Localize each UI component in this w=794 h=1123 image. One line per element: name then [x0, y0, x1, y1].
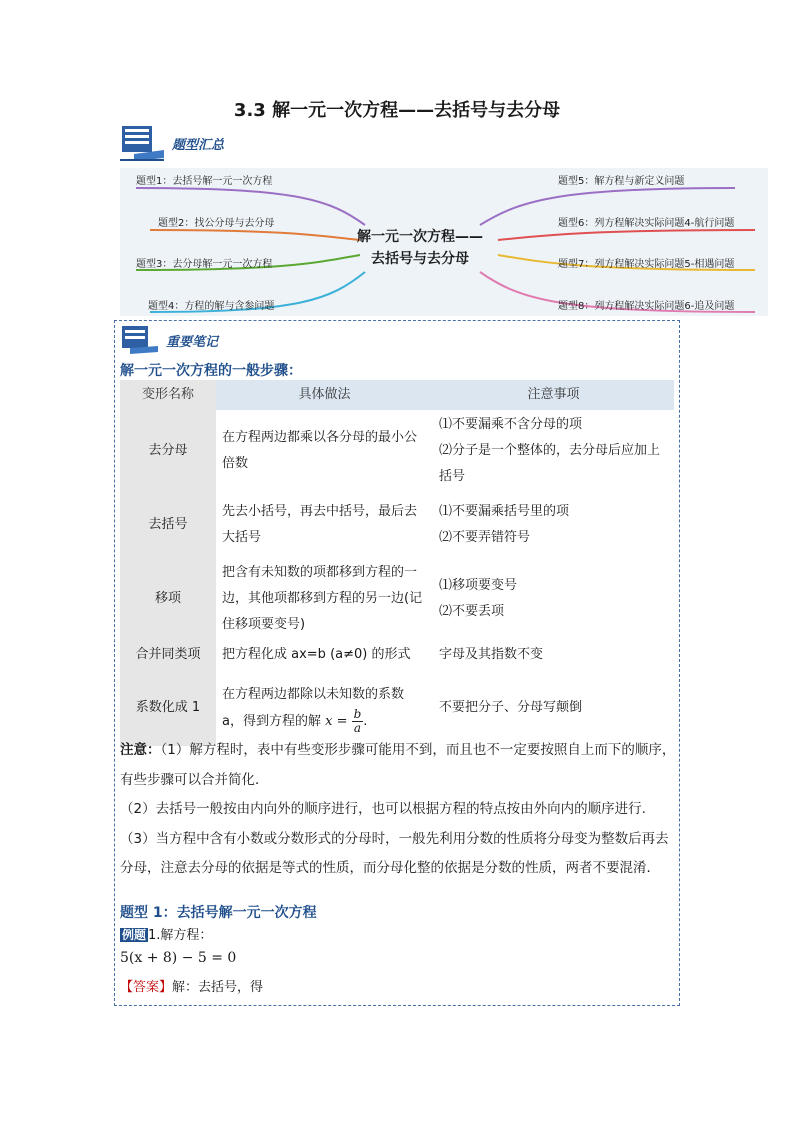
step-notes	[433, 410, 674, 492]
example	[120, 924, 212, 943]
fraction	[352, 708, 364, 735]
note-text: （1）解方程时，表中有些变形步骤可能用不到，而且也不一定要按照自上而下的顺序，有些步骤可以合并简化．	[120, 742, 676, 788]
topic-3: 题型3：去分母解一元一次方程	[136, 259, 273, 270]
answer	[120, 976, 263, 995]
example-tag: 例题	[122, 928, 147, 942]
note-item: ⑴不要漏乘不含分母的项	[439, 417, 583, 432]
step-method-text: 在方程两边都除以未知数的系数 a，得到方程的解	[222, 686, 405, 729]
steps-title: 解一元一次方程的一般步骤：	[120, 363, 302, 379]
note-label: 注意：	[120, 742, 161, 758]
mind-map-center	[340, 226, 500, 270]
step-method: 把含有未知数的项都移到方程的一边，其他项都移到方程的另一边(记住移项要变号)	[222, 565, 423, 632]
notes-label: 重要笔记	[166, 334, 219, 350]
step-method: 先去小括号，再去中括号，最后去大括号	[222, 504, 418, 545]
formula-end: .	[363, 713, 368, 729]
step-method: 把方程化成 ax=b (a≠0) 的形式	[222, 647, 411, 662]
mind-map-branches	[0, 0, 794, 330]
topic-8: 题型8：列方程解决实际问题6-追及问题	[558, 301, 735, 312]
step-notes	[433, 640, 674, 670]
step-notes	[433, 670, 674, 746]
topic-7: 题型7：列方程解决实际问题5-相遇问题	[558, 259, 735, 270]
topic-6: 题型6：列方程解决实际问题4-航行问题	[558, 218, 735, 229]
table-header-row	[120, 380, 674, 410]
table-row	[120, 640, 674, 670]
center-line-2: 去括号与去分母	[371, 251, 469, 267]
step-name: 系数化成 1	[120, 670, 216, 746]
center-line-1: 解一元一次方程——	[357, 229, 483, 245]
notebook-icon	[120, 324, 160, 356]
step-name: 去括号	[120, 492, 216, 558]
steps-table	[120, 380, 674, 746]
note-line-1	[120, 736, 676, 795]
note-line-3: （3）当方程中含有小数或分数形式的分母时，一般先利用分数的性质将分母变为整数后再去分母，注意去分母的依据是等式的性质，而分母化整的依据是分数的性质，两者不要混淆．	[120, 830, 669, 876]
note-item: 字母及其指数不变	[439, 647, 544, 662]
step-method: 在方程两边都乘以各分母的最小公倍数	[222, 430, 418, 471]
question-type-title: 题型 1：去括号解一元一次方程	[120, 905, 317, 921]
fraction-denominator: a	[353, 720, 362, 735]
note-line-2: （2）去括号一般按由内向外的顺序进行，也可以根据方程的特点按由外向内的顺序进行.	[120, 801, 646, 817]
note-item: ⑵不要丢项	[439, 604, 505, 619]
fraction-numerator: b	[353, 706, 362, 721]
step-notes	[433, 492, 674, 558]
step-name: 合并同类项	[120, 640, 216, 670]
answer-tag: 【答案】	[120, 980, 173, 995]
table-row	[120, 492, 674, 558]
equation: 5(x + 8) − 5 = 0	[120, 950, 237, 966]
header-cell: 注意事项	[433, 380, 674, 410]
example-text: 1.解方程：	[148, 928, 213, 943]
solution-formula	[325, 706, 368, 735]
step-notes	[433, 558, 674, 640]
branch-line	[150, 230, 360, 240]
table-row	[120, 410, 674, 492]
step-name: 去分母	[120, 410, 216, 492]
step-method	[216, 670, 433, 746]
note-item: ⑴移项要变号	[439, 578, 518, 593]
formula-lhs: x =	[325, 713, 348, 729]
note-item: 不要把分子、分母写颠倒	[439, 700, 583, 715]
header-cell: 具体做法	[216, 380, 433, 410]
branch-line	[498, 230, 755, 240]
answer-text: 解：去括号，得	[172, 980, 264, 995]
summary-label: 题型汇总	[172, 137, 225, 153]
header-cell: 变形名称	[120, 380, 216, 410]
step-name: 移项	[120, 558, 216, 640]
notes-header	[120, 324, 218, 356]
note-item: ⑵分子是一个整体的，去分母后应加上括号	[439, 443, 661, 484]
topic-5: 题型5：解方程与新定义问题	[558, 176, 685, 187]
page-title: 3.3 解一元一次方程——去括号与去分母	[233, 100, 561, 121]
note-item: ⑵不要弄错符号	[439, 530, 531, 545]
topic-2: 题型2：找公分母与去分母	[158, 218, 275, 229]
topic-4: 题型4：方程的解与含参问题	[148, 301, 275, 312]
table-row	[120, 670, 674, 746]
topic-1: 题型1：去括号解一元一次方程	[136, 176, 273, 187]
table-row	[120, 558, 674, 640]
note-item: ⑴不要漏乘括号里的项	[439, 504, 570, 519]
notes-paragraph	[120, 736, 676, 884]
